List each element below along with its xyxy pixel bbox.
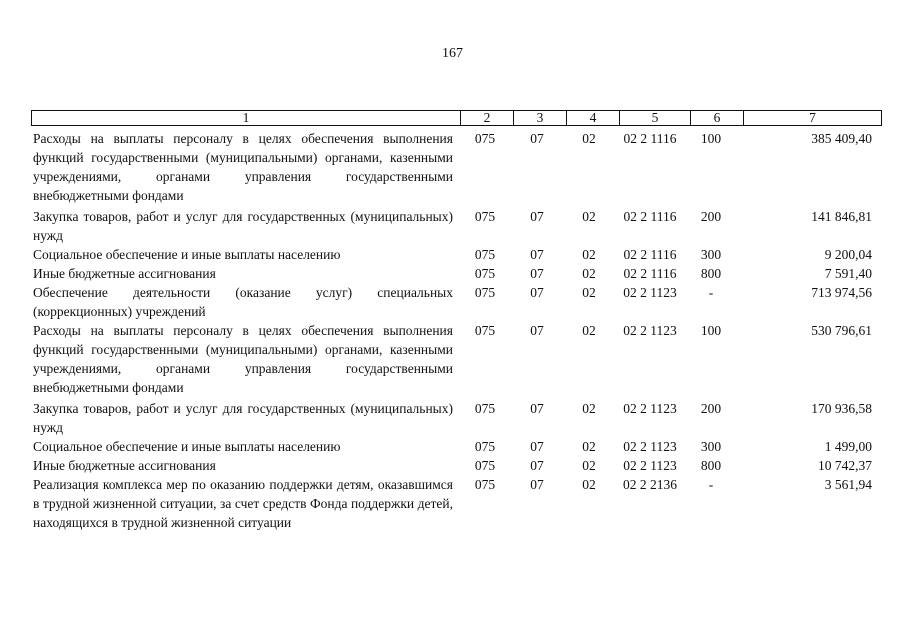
row-col-5: 02 2 1116 (623, 131, 677, 146)
header-col-5: 5 (620, 111, 691, 126)
row-col-2: 075 (474, 477, 496, 492)
row-amount: 141 846,81 (811, 209, 872, 224)
row-col-2: 075 (474, 458, 496, 473)
row-col-5: 02 2 2136 (623, 477, 677, 492)
row-description: Расходы на выплаты персоналу в целях обеспечения выполнения функций государственными (муниципальными) органами, казенными учреждениями, органами управления государственными внебюджетными фондами (33, 131, 453, 203)
row-col-4: 02 (582, 439, 596, 454)
row-col-3: 07 (530, 458, 544, 473)
row-col-6: - (708, 285, 714, 300)
header-col-2: 2 (461, 111, 514, 126)
header-col-4: 4 (567, 111, 620, 126)
row-col-5: 02 2 1116 (623, 266, 677, 281)
row-col-2: 075 (474, 439, 496, 454)
row-col-2: 075 (474, 401, 496, 416)
row-description: Реализация комплекса мер по оказанию поддержки детям, оказавшимся в трудной жизненной ситуации, за счет средств Фонда поддержки детей, находящихся в трудной жизненной ситуации (33, 477, 453, 530)
row-col-3: 07 (530, 401, 544, 416)
header-col-7: 7 (744, 111, 882, 126)
budget-table (31, 129, 874, 532)
row-col-3: 07 (530, 247, 544, 262)
row-amount: 530 796,61 (811, 323, 872, 338)
row-amount: 1 499,00 (824, 439, 872, 454)
row-col-5: 02 2 1123 (623, 439, 677, 454)
header-col-6: 6 (691, 111, 744, 126)
row-col-3: 07 (530, 266, 544, 281)
row-col-3: 07 (530, 209, 544, 224)
row-col-4: 02 (582, 266, 596, 281)
page-number: 167 (442, 46, 463, 61)
row-col-4: 02 (582, 247, 596, 262)
row-description: Иные бюджетные ассигнования (33, 266, 216, 281)
row-description: Социальное обеспечение и иные выплаты населению (33, 439, 341, 454)
table-row (31, 456, 874, 475)
header-row (32, 111, 882, 126)
table-row (31, 264, 874, 283)
row-amount: 10 742,37 (818, 458, 872, 473)
row-col-2: 075 (474, 247, 496, 262)
row-col-3: 07 (530, 477, 544, 492)
row-col-3: 07 (530, 131, 544, 146)
table-row (31, 129, 874, 205)
table-row (31, 437, 874, 456)
row-col-6: 100 (700, 131, 722, 146)
row-col-6: 800 (700, 458, 722, 473)
row-col-3: 07 (530, 439, 544, 454)
row-col-4: 02 (582, 323, 596, 338)
row-col-5: 02 2 1116 (623, 247, 677, 262)
row-col-4: 02 (582, 458, 596, 473)
row-col-4: 02 (582, 477, 596, 492)
row-col-6: - (708, 477, 714, 492)
table-row (31, 397, 874, 437)
table-row (31, 475, 874, 532)
table-row (31, 245, 874, 264)
row-amount: 3 561,94 (824, 477, 872, 492)
row-col-5: 02 2 1123 (623, 401, 677, 416)
row-description: Расходы на выплаты персоналу в целях обеспечения выполнения функций государственными (муниципальными) органами, казенными учреждениями, органами управления государственными внебюджетными фондами (33, 323, 453, 395)
header-col-1: 1 (32, 111, 461, 126)
row-col-6: 800 (700, 266, 722, 281)
row-amount: 9 200,04 (824, 247, 872, 262)
row-col-2: 075 (474, 285, 496, 300)
row-description: Закупка товаров, работ и услуг для государственных (муниципальных) нужд (33, 401, 453, 435)
row-col-3: 07 (530, 285, 544, 300)
row-col-4: 02 (582, 401, 596, 416)
row-description: Социальное обеспечение и иные выплаты населению (33, 247, 341, 262)
row-amount: 7 591,40 (824, 266, 872, 281)
row-col-4: 02 (582, 285, 596, 300)
row-col-2: 075 (474, 266, 496, 281)
row-amount: 713 974,56 (811, 285, 872, 300)
row-col-5: 02 2 1123 (623, 458, 677, 473)
row-amount: 170 936,58 (811, 401, 872, 416)
row-col-4: 02 (582, 209, 596, 224)
row-description: Иные бюджетные ассигнования (33, 458, 216, 473)
row-col-2: 075 (474, 131, 496, 146)
header-col-3: 3 (514, 111, 567, 126)
row-col-2: 075 (474, 323, 496, 338)
row-col-5: 02 2 1123 (623, 323, 677, 338)
row-amount: 385 409,40 (811, 131, 872, 146)
row-col-5: 02 2 1123 (623, 285, 677, 300)
row-col-6: 100 (700, 323, 722, 338)
row-description: Обеспечение деятельности (оказание услуг) специальных (коррекционных) учреждений (33, 285, 453, 319)
row-description: Закупка товаров, работ и услуг для государственных (муниципальных) нужд (33, 209, 453, 243)
row-col-6: 200 (700, 401, 722, 416)
row-col-5: 02 2 1116 (623, 209, 677, 224)
table-header (31, 110, 882, 126)
row-col-6: 200 (700, 209, 722, 224)
row-col-6: 300 (700, 439, 722, 454)
table-row (31, 321, 874, 397)
row-col-3: 07 (530, 323, 544, 338)
row-col-2: 075 (474, 209, 496, 224)
table-row (31, 283, 874, 321)
row-col-6: 300 (700, 247, 722, 262)
row-col-4: 02 (582, 131, 596, 146)
table-row (31, 205, 874, 245)
